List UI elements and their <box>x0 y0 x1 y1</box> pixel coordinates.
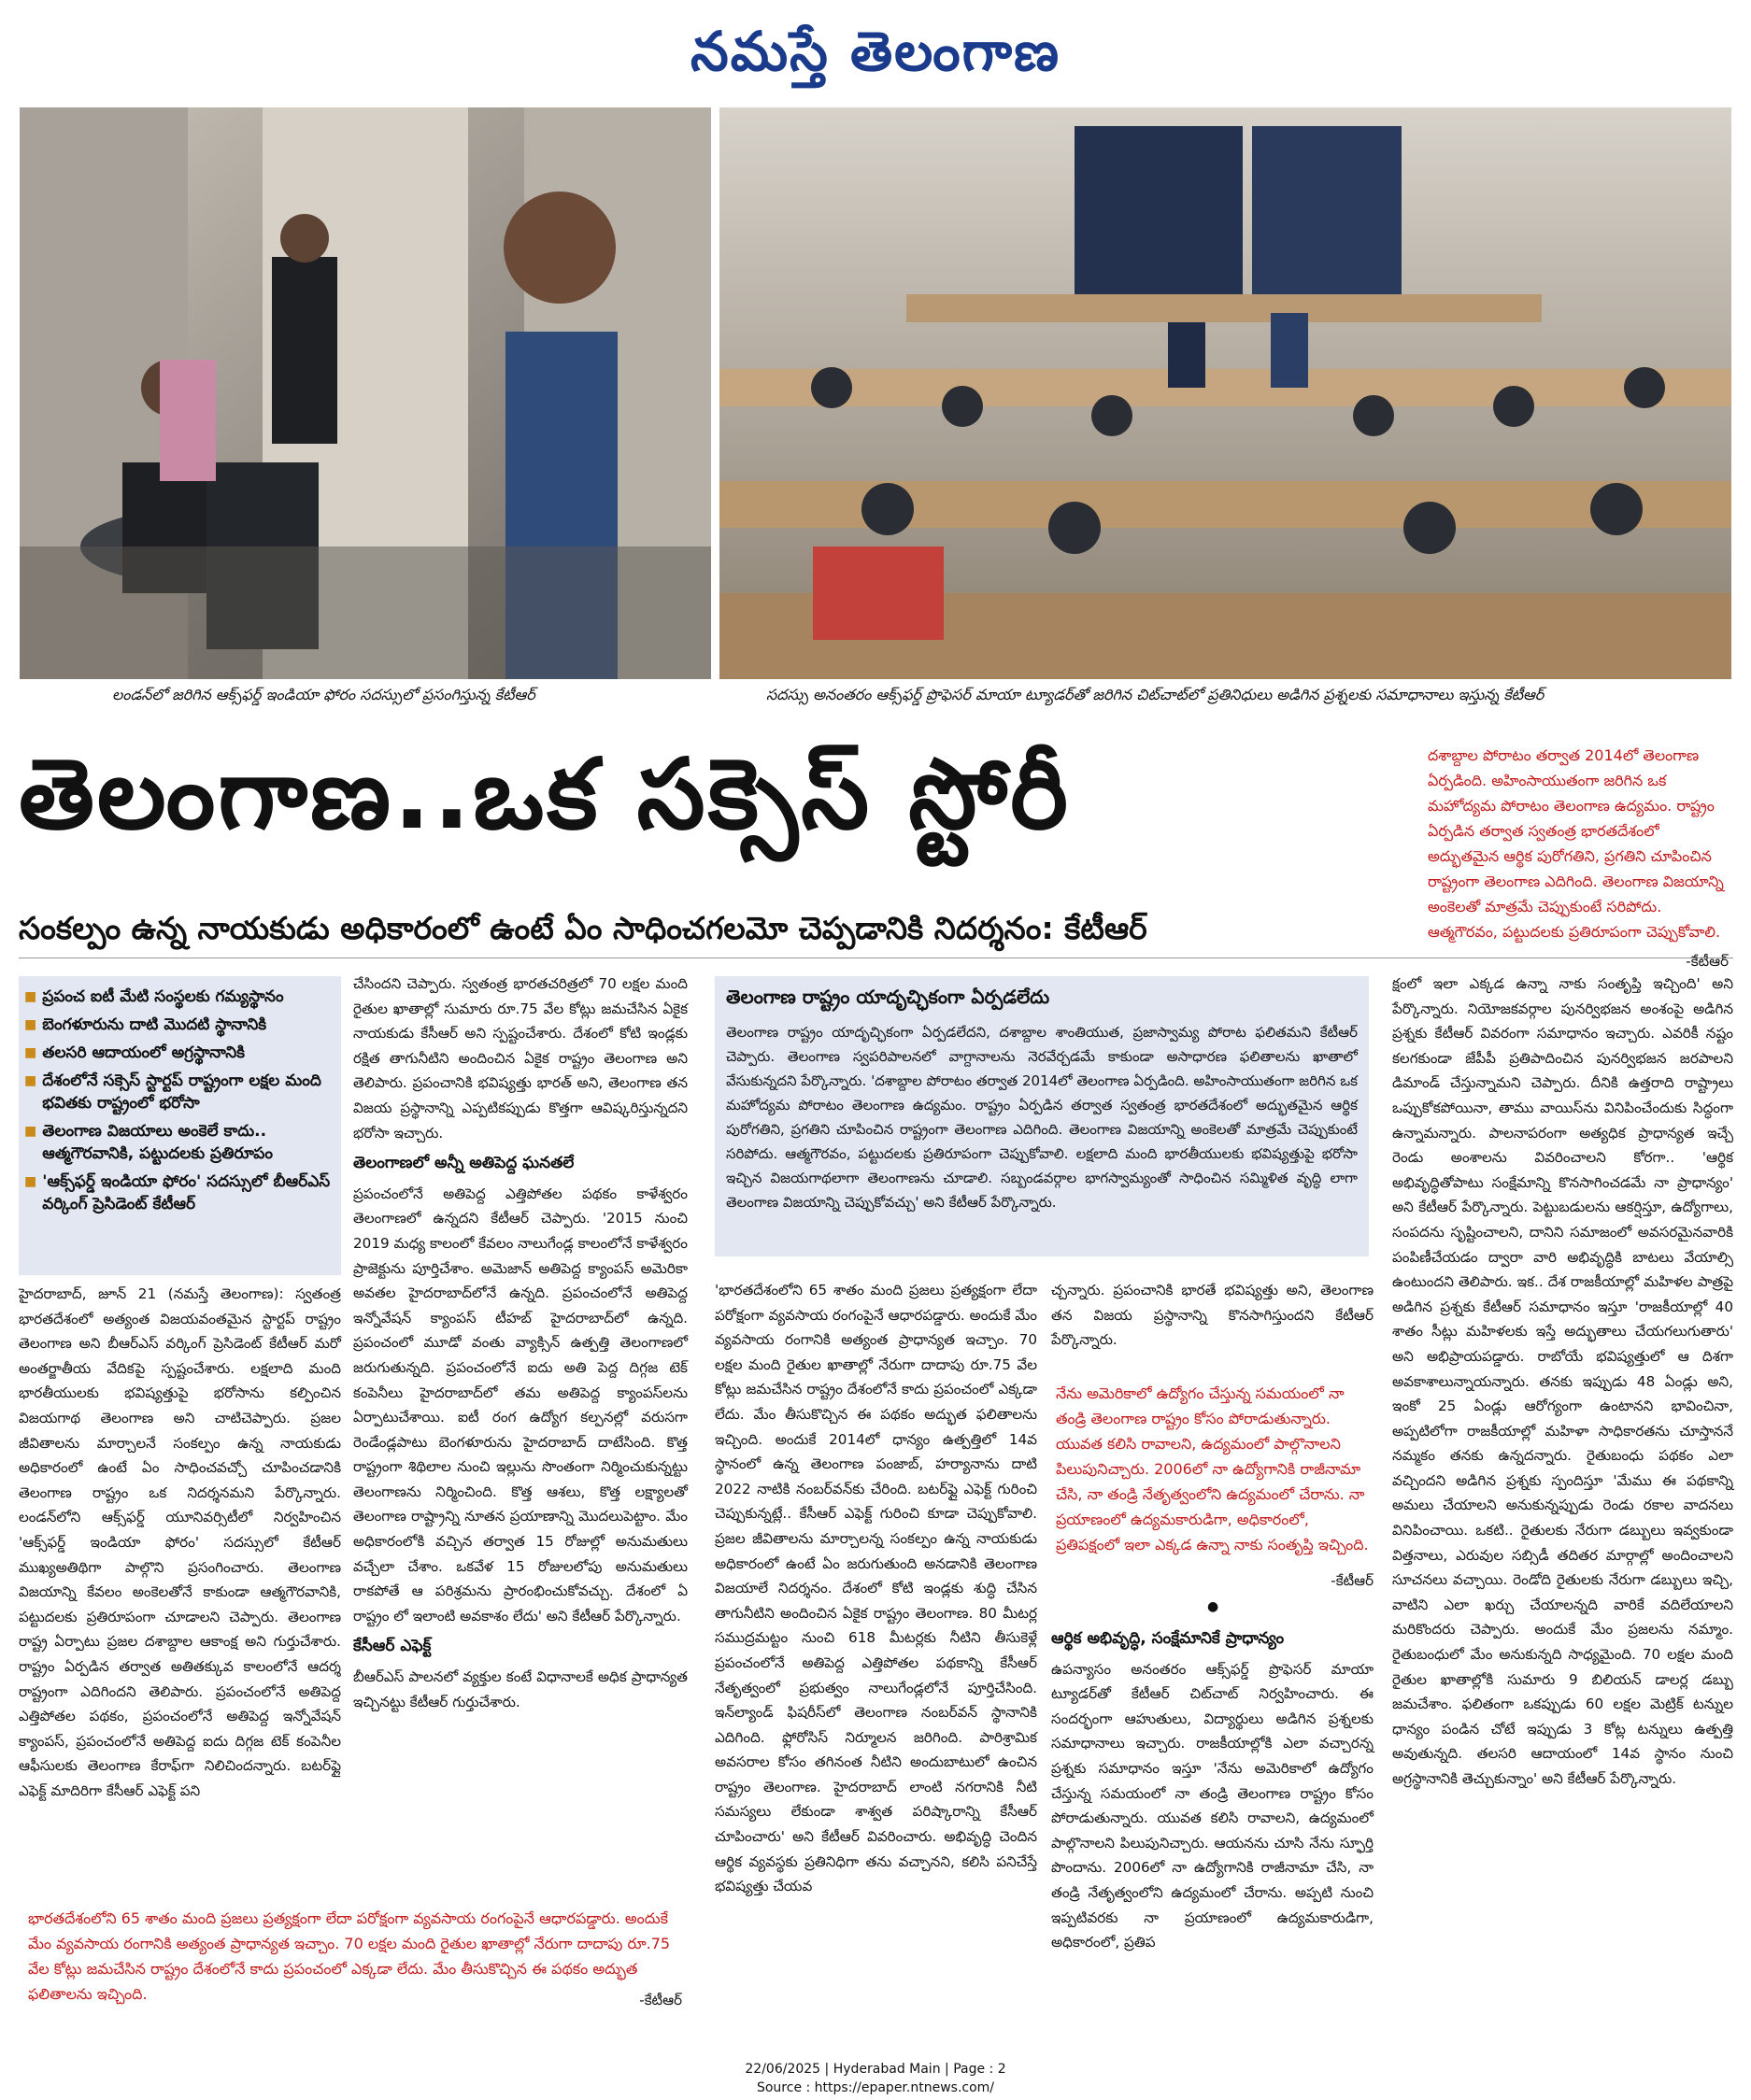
quote-center <box>1056 1381 1374 1568</box>
bullet-icon: ■ <box>24 1045 37 1060</box>
boxed-story <box>715 976 1369 1256</box>
headline: తెలంగాణ..ఒక సక్సెస్ స్టోరీ <box>19 737 1071 851</box>
quote-center-attribution: -కేటీఆర్ <box>1331 1572 1374 1589</box>
highlights-box <box>19 976 341 1275</box>
section-heading: తెలంగాణలో అన్నీ అతిపెద్ద ఘనతలే <box>353 1154 575 1173</box>
article-paragraph: ప్రపంచంలోనే అతిపెద్ద ఎత్తిపోతల పథకం కాళేశ్వరం తెలంగాణలో ఉన్నదని కేటీఆర్ చెప్పారు. '2015 నుంచి 2019 మధ్య కాలంలో కేవలం నాలుగేండ్ల కాలంలోనే కాళేశ్వరం ప్రాజెక్టును పూర్తిచేశాం. అమెజాన్ అతిపెద్ద క్యాంపస్ అమెరికా అవతల హైదరాబాద్‌లోనే ఉన్నది. ప్రపంచంలోనే అతిపెద్ద ఇన్నోవేషన్ క్యాంపస్ టీహబ్ హైదరాబాద్‌లో ఉన్నది. ప్రపంచంలో మూడో వంతు వ్యాక్సిన్ ఉత్పత్తి తెలంగాణలో జరుగుతున్నది. ప్రపంచంలోనే ఐదు అతి పెద్ద దిగ్గజ టెక్ కంపెనీలు హైదరాబాద్‌లో తమ అతిపెద్ద క్యాంపస్‌లను ఏర్పాటుచేశాయి. ఐటీ రంగ ఉద్యోగ కల్పనల్లో వరుసగా రెండేండ్లపాటు బెంగళూరును హైదరాబాద్ దాటేసింది. కొత్త రాష్ట్రంగా శిథిలాల నుంచి ఇల్లును సొంతంగా నిర్మించుకున్నట్టు తెలంగాణను నిర్మించింది. కొత్త ఆశలు, కొత్త లక్ష్యాలతో తెలంగాణ రాష్ట్రాన్ని నూతన ప్రయాణాన్ని మొదలుపెట్టాం. మేం అధికారంలోకి వచ్చిన తర్వాత 15 రోజుల్లో అనుమతులు వచ్చేలా చేశాం. ఒకవేళ 15 రోజులలోపు అనుమతులు రాకపోతే ఆ పరిశ్రమను ప్రారంభించుకోవచ్చు. దేశంలో ఏ రాష్ట్రం లో ఇలాంటి అవకాశం లేదు' అని కేటీఆర్ పేర్కొన్నారు. <box>353 1185 688 1625</box>
article-paragraph: 'భారతదేశంలోని 65 శాతం మంది ప్రజలు ప్రత్యక్షంగా లేదా పరోక్షంగా వ్యవసాయ రంగంపైనే ఆధారపడ్డారు. అందుకే మేం వ్యవసాయ రంగానికి అత్యంత ప్రాధాన్యత ఇచ్చాం. 70 లక్షల మంది రైతుల ఖాతాల్లో నేరుగా దాదాపు రూ.75 వేల కోట్లు జమచేసిన రాష్ట్రం దేశంలోనే కాదు ప్రపంచంలో ఎక్కడా లేదు. మేం తీసుకొచ్చిన ఈ పథకం అద్భుత ఫలితాలను ఇచ్చింది. అందుకే 2014లో ధాన్యం ఉత్పత్తిలో 14వ స్థానంలో ఉన్న తెలంగాణ పంజాబ్, హర్యానాను దాటి 2022 నాటికి నంబర్‌వన్‌కు చేరింది. బటర్‌ఫ్లై ఎఫెక్ట్ గురించి చెప్పుకున్నట్లే.. కేసీఆర్ ఎఫెక్ట్ గురించి కూడా చెప్పుకోవాలి. ప్రజల జీవితాలను మార్చాలన్న సంకల్పం ఉన్న నాయకుడు అధికారంలో ఉంటే ఏం జరుగుతుంది అనడానికి తెలంగాణ విజయాలే నిదర్శనం. దేశంలో కోటి ఇండ్లకు శుద్ధి చేసిన తాగునీటిని అందించిన ఏకైక రాష్ట్రం తెలంగాణ. 80 మీటర్ల సముద్రమట్టం నుంచి 618 మీటర్లకు నీటిని తీసుకెళ్లే ప్రపంచంలోనే అతిపెద్ద ఎత్తిపోతల పథకాన్ని కేసీఆర్ నేతృత్వంలో ప్రభుత్వం నాలుగేండ్లలోనే పూర్తిచేసింది. ఇన్‌ల్యాండ్ ఫిషరీస్‌లో తెలంగాణ నంబర్‌వన్ స్థానానికి ఎదిగింది. ఫ్లోరోసిస్ నిర్మూలన జరిగింది. పారిశ్రామిక అవసరాల కోసం తగినంత నీటిని అందుబాటులో ఉంచిన రాష్ట్రం తెలంగాణ. హైదరాబాద్ లాంటి నగరానికి నీటి సమస్యలు లేకుండా శాశ్వత పరిష్కారాన్ని కేసీఆర్ చూపించారు' అని కేటీఆర్ వివరించారు. అభివృద్ధి చెందిన ఆర్థిక వ్యవస్థకు ప్రతినిధిగా తను వచ్చానని, కలిసి పనిచేస్తే భవిష్యత్తు చేయవ <box>715 1282 1037 1895</box>
article-paragraph: చ్చన్నారు. ప్రపంచానికి భారతే భవిష్యత్తు అని, తెలంగాణ తన విజయ ప్రస్థానాన్ని కొనసాగిస్తుందని కేటీఆర్ పేర్కొన్నారు. <box>1051 1282 1374 1349</box>
photo-chitchat-audience-image <box>719 107 1731 679</box>
highlight-item: ■ ప్రపంచ ఐటీ మేటి సంస్థలకు గమ్యస్థానం <box>24 987 284 1006</box>
article-column-3 <box>715 1278 1037 2053</box>
article-column-1 <box>19 1282 341 1903</box>
article-column-4-continued <box>1051 1621 1374 2055</box>
article-column-2 <box>353 972 688 1906</box>
quote-center-text: నేను అమెరికాలో ఉద్యోగం చేస్తున్న సమయంలో నా తండ్రి తెలంగాణ రాష్ట్రం కోసం పోరాడుతున్నారు. యువత కలిసి రావాలని, ఉద్యమంలో పాల్గొనాలని పిలుపునిచ్చారు. 2006లో నా ఉద్యోగానికి రాజీనామా చేసి, నా తండ్రి నేతృత్వంలోని ఉద్యమంలో చేరాను. నా ప్రయాణంలో ఉద్యమకారుడిగా, అధికారంలో, ప్రతిపక్షంలో ఇలా ఎక్కడ ఉన్నా నాకు సంతృప్తి ఇచ్చింది. <box>1056 1384 1369 1554</box>
bullet-icon: ■ <box>24 1124 37 1139</box>
bullet-icon: ■ <box>24 989 37 1004</box>
quote-top-right-text: దశాబ్దాల పోరాటం తర్వాత 2014లో తెలంగాణ ఏర్పడింది. అహింసాయుతంగా జరిగిన ఒక మహోద్యమ పోరాటం తెలంగాణ ఉద్యమం. రాష్ట్రం ఏర్పడిన తర్వాత స్వతంత్ర భారతదేశంలో అద్భుతమైన ఆర్థిక పురోగతిని, ప్రగతిని చూపించిన రాష్ట్రంగా తెలంగాణ ఎదిగింది. తెలంగాణ విజయాన్ని అంకెలతో మాత్రమే చెప్పుకుంటే సరిపోదు. ఆత్మగౌరవం, పట్టుదలకు ప్రతిరూపంగా చెప్పుకోవాలి. <box>1428 746 1724 941</box>
boxed-story-text: తెలంగాణ రాష్ట్రం యాదృచ్ఛికంగా ఏర్పడలేదని, దశాబ్దాల శాంతియుత, ప్రజాస్వామ్య పోరాట ఫలితమని కేటీఆర్ చెప్పారు. తెలంగాణ స్వపరిపాలనలో వాగ్దానాలను నెరవేర్చడమే కాకుండా అసాధారణ ఫలితాలను ఖాతాలో వేసుకున్నదని పేర్కొన్నారు. 'దశాబ్దాల పోరాటం తర్వాత 2014లో తెలంగాణ ఏర్పడింది. అహింసాయుతంగా జరిగిన ఒక మహోద్యమ పోరాటం తెలంగాణ ఉద్యమం. రాష్ట్రం ఏర్పడిన తర్వాత స్వతంత్ర భారతదేశంలో అద్భుతమైన ఆర్థిక పురోగతిని, ప్రగతిని చూపించిన రాష్ట్రంగా తెలంగాణ ఎదిగింది. తెలంగాణ విజయాన్ని అంకెలతో మాత్రమే చెప్పుకుంటే సరిపోదు. ఆత్మగౌరవం, పట్టుదలకు ప్రతిరూపంగా చెప్పుకోవాలి. లక్షలాది మంది భారతీయులకు భవిష్యత్తుపై భరోసా ఇచ్చిన విజయగాథలాగా తెలంగాణను చూడాలి. సబ్బండవర్గాల భాగస్వామ్యంతో సాధించిన సమ్మిళిత వృద్ధి లాగా తెలంగాణ విజయాన్ని చెప్పుకోవచ్చు' అని కేటీఆర్ పేర్కొన్నారు. <box>726 1024 1358 1211</box>
masthead: నమస్తే తెలంగాణ <box>690 20 1061 83</box>
section-heading: కేసీఆర్ ఎఫెక్ట్ <box>353 1637 432 1656</box>
article-paragraph: హైదరాబాద్, జూన్ 21 (నమస్తే తెలంగాణ): స్వతంత్ర భారతదేశంలో అత్యంత విజయవంతమైన స్టార్టప్ రాష్ట్రం తెలంగాణ అని బీఆర్ఎస్ వర్కింగ్ ప్రెసిడెంట్ కేటీఆర్ మరో అంతర్జాతీయ వేదికపై స్పష్టంచేశారు. లక్షలాది మంది భారతీయులకు భవిష్యత్తుపై భరోసాను కల్పించిన విజయగాథ తెలంగాణ అని చాటిచెప్పారు. ప్రజల జీవితాలను మార్చాలనే సంకల్పం ఉన్న నాయకుడు అధికారంలో ఉంటే ఏం సాధించవచ్చో చూపించడానికి తెలంగాణ రాష్ట్రం ఒక నిదర్శనమని పేర్కొన్నారు. లండన్‌లోని ఆక్స్‌ఫర్డ్ యూనివర్సిటీలో నిర్వహించిన 'ఆక్స్‌ఫర్డ్ ఇండియా ఫోరం' సదస్సులో కేటీఆర్ ముఖ్యఅతిథిగా పాల్గొని ప్రసంగించారు. తెలంగాణ విజయాన్ని కేవలం అంకెలతోనే కాకుండా ఆత్మగౌరవానికి, పట్టుదలకు ప్రతిరూపంగా చూడాలని చెప్పారు. తెలంగాణ రాష్ట్ర ఏర్పాటు ప్రజల దశాబ్దాల ఆకాంక్ష అని గుర్తుచేశారు. రాష్ట్రం ఏర్పడిన తర్వాత అతితక్కువ కాలంలోనే ఆదర్శ రాష్ట్రంగా ఎదిగిందని తెలిపారు. ప్రపంచంలోనే అతిపెద్ద ఎత్తిపోతల పథకం, ప్రపంచంలోనే అతిపెద్ద ఇన్నోవేషన్ క్యాంపస్, ప్రపంచంలోనే అతిపెద్ద ఐదు దిగ్గజ టెక్ కంపెనీల ఆఫీసులకు తెలంగాణ కేరాఫ్‌గా నిలిచిందన్నారు. బటర్‌ఫ్లై ఎఫెక్ట్ మాదిరిగా కేసీఆర్ ఎఫెక్ట్ పని <box>19 1285 341 1799</box>
bullet-icon: ■ <box>24 1017 37 1032</box>
photo-ktr-speaking-image <box>20 107 711 679</box>
highlight-item: ■ తలసరి ఆదాయంలో అగ్రస్థానానికి <box>24 1043 246 1062</box>
bullet-icon: ■ <box>24 1174 37 1189</box>
highlight-item: ■ బెంగళూరును దాటి మొదటి స్థానానికి <box>24 1015 267 1034</box>
subheadline: సంకల్పం ఉన్న నాయకుడు అధికారంలో ఉంటే ఏం సాధించగలమో చెప్పడానికి నిదర్శనం: కేటీఆర్ <box>19 910 1147 946</box>
article-paragraph: ఉపన్యాసం అనంతరం ఆక్స్‌ఫర్డ్ ప్రొఫెసర్ మాయా ట్యూడర్‌తో కేటీఆర్ చిట్‌చాట్ నిర్వహించారు. ఈ సందర్భంగా ఆహుతులు, విద్యార్థులు అడిగిన ప్రశ్నలకు సమాధానాలు ఇచ్చారు. రాజకీయాల్లోకి ఎలా వచ్చారన్న ప్రశ్నకు సమాధానం ఇస్తూ 'నేను అమెరికాలో ఉద్యోగం చేస్తున్న సమయంలో నా తండ్రి తెలంగాణ రాష్ట్రం కోసం పోరాడుతున్నారు. యువత కలిసి రావాలని, ఉద్యమంలో పాల్గొనాలని పిలుపునిచ్చారు. ఆయనను చూసి నేను స్ఫూర్తి పొందాను. 2006లో నా ఉద్యోగానికి రాజీనామా చేసి, నా తండ్రి నేతృత్వంలోని ఉద్యమంలో చేరాను. అప్పటి నుంచి ఇప్పటివరకు నా ప్రయాణంలో ఉద్యమకారుడిగా, అధికారంలో, ప్రతిప <box>1051 1660 1374 1951</box>
photo-ktr-speaking <box>20 107 711 679</box>
article-column-4 <box>1051 1278 1374 1381</box>
highlight-item: ■ దేశంలోనే సక్సెస్ స్టార్టప్ రాష్ట్రంగా లక్షల మంది భవితకు రాష్ట్రంలో భరోసా <box>24 1071 321 1113</box>
photo-caption-right: సదస్సు అనంతరం ఆక్స్‌ఫర్డ్ ప్రొఫెసర్ మాయా ట్యూడర్‌తో జరిగిన చిట్‌చాట్‌లో ప్రతినిధులు అడిగిన ప్రశ్నలకు సమాధానాలు ఇస్తున్న కేటీఆర్ <box>766 686 1545 703</box>
quote-top-right-attribution: -కేటీఆర్ <box>1686 953 1729 970</box>
photo-caption-left: లండన్‌లో జరిగిన ఆక్స్‌ఫర్డ్ ఇండియా ఫోరం సదస్సులో ప్రసంగిస్తున్న కేటీఆర్ <box>112 686 535 703</box>
quote-bottom-left-text: భారతదేశంలోని 65 శాతం మంది ప్రజలు ప్రత్యక్షంగా లేదా పరోక్షంగా వ్యవసాయ రంగంపైనే ఆధారపడ్డారు. అందుకే మేం వ్యవసాయ రంగానికి అత్యంత ప్రాధాన్యత ఇచ్చాం. 70 లక్షల మంది రైతుల ఖాతాల్లో నేరుగా దాదాపు రూ.75 వేల కోట్లు జమచేసిన రాష్ట్రం దేశంలోనే కాదు ప్రపంచంలో ఎక్కడా లేదు. మేం తీసుకొచ్చిన ఈ పథకం అద్భుత ఫలితాలను ఇచ్చింది. <box>28 1909 671 2003</box>
highlight-item: ■ తెలంగాణ విజయాలు అంకెలే కాదు.. ఆత్మగౌరవానికి, పట్టుదలకు ప్రతిరూపం <box>24 1122 273 1163</box>
article-paragraph: చేసిందని చెప్పారు. స్వతంత్ర భారతచరిత్రలో 70 లక్షల మంది రైతుల ఖాతాల్లో సుమారు రూ.75 వేల కోట్లు జమచేసిన ఏకైక నాయకుడు కేసీఆర్ అని స్పష్టంచేశారు. దేశంలో కోటి ఇండ్లకు రక్షిత తాగునీటిని అందించిన ఏకైక రాష్ట్రం తెలంగాణ అని తెలిపారు. ప్రపంచానికి భవిష్యత్తు భారత్ అని, తెలంగాణ తన విజయ ప్రస్థానాన్ని ఎప్పటికప్పుడు కొత్తగా ఆవిష్కరిస్తున్నదని భరోసా ఇచ్చారు. <box>353 975 688 1142</box>
highlight-item: ■ 'ఆక్స్‌ఫర్డ్ ఇండియా ఫోరం' సదస్సులో బీఆర్ఎస్ వర్కింగ్ ప్రెసిడెంట్ కేటీఆర్ <box>24 1172 331 1213</box>
section-heading: ఆర్థిక అభివృద్ధి, సంక్షేమానికే ప్రాధాన్యం <box>1051 1629 1285 1648</box>
photo-chitchat-audience <box>719 107 1731 679</box>
article-paragraph: బీఆర్ఎస్ పాలనలో వ్యక్తుల కంటే విధానాలకే అధిక ప్రాధాన్యత ఇచ్చినట్టు కేటీఆర్ గుర్తుచేశారు. <box>353 1668 688 1710</box>
article-paragraph: క్షంలో ఇలా ఎక్కడ ఉన్నా నాకు సంతృప్తి ఇచ్చింది' అని పేర్కొన్నారు. నియోజకవర్గాల పునర్విభజన అంశంపై అడిగిన ప్రశ్నకు కేటీఆర్ వివరంగా సమాధానం ఇచ్చారు. ఎవరికీ నష్టం కలగకుండా జేపీపీ ప్రతిపాదించిన పునర్విభజన జరపాలని డిమాండ్ చేస్తున్నామని చెప్పారు. దీనికి ఉత్తరాది రాష్ట్రాలు ఒప్పుకోకపోయినా, తాము వాయిస్‌ను వినిపించేందుకు సిద్ధంగా ఉన్నామన్నారు. పాలనాపరంగా అత్యధిక ప్రాధాన్యత ఇచ్చే రెండు అంశాలను వివరించాలని కోరగా.. 'ఆర్థిక అభివృద్ధితోపాటు సంక్షేమాన్ని కొనసాగించడమే నా ప్రాధాన్యం' అని కేటీఆర్ పేర్కొన్నారు. పెట్టుబడులను ఆకర్షిస్తూ, ఉద్యోగాలు, సంపదను సృష్టించాలని, దానిని సమాజంలో అవసరమైనవారికి పంపిణీచేయడం ద్వారా వారి అభివృద్ధికి బాటలు వేయాల్సి ఉంటుందని తెలిపారు. ఇక.. దేశ రాజకీయాల్లో మహిళల పాత్రపై అడిగిన ప్రశ్నకు కేటీఆర్ సమాధానం ఇస్తూ 'రాజకీయాల్లో 40 శాతం సీట్లు మహిళలకు ఇస్తే అద్భుతాలు చేయగలుగుతారు' అని అభిప్రాయపడ్డారు. రాబోయే భవిష్యత్తులో ఆ దిశగా అవకాశాలున్నాయన్నారు. తనకు ఇప్పుడు 48 ఏండ్లు అని, ఇంకో 25 ఏండ్లు ఆరోగ్యంగా ఉంటానని భావించినా, అప్పటిలోగా రాజకీయాల్లో మహిళా సాధికారతను చూస్తాననే నమ్మకం తనకు ఉన్నదన్నారు. రైతుబంధు పథకం ఎలా వచ్చిందని అడిగిన ప్రశ్నకు స్పందిస్తూ 'మేము ఈ పథకాన్ని అమలు చేయాలని అనుకున్నప్పుడు రెండు రకాల వాదనలు వినిపించాయి. ఒకటి.. రైతులకు నేరుగా డబ్బులు ఇవ్వకుండా విత్తనాలు, ఎరువుల సబ్సిడీ తదితర మార్గాల్లో అందించాలని సూచనలు వచ్చాయి. రెండోది రైతులకు నేరుగా డబ్బులు ఇచ్చి, వాటిని ఎలా ఖర్చు చేయాలన్నది వారికే వదిలేయాలని మరికొందరు చెప్పారు. అందుకే మేం ప్రజలను నమ్మాం. రైతుబంధులో మేం అనుకున్నది సాధ్యమైంది. 70 లక్షల మంది రైతుల ఖాతాల్లోకి సుమారు 9 బిలియన్ డాలర్ల డబ్బు జమచేశాం. ఫలితంగా ఒకప్పుడు 60 లక్షల మెట్రిక్ టన్నుల ధాన్యం పండిన చోటే ఇప్పుడు 3 కోట్ల టన్నులు ఉత్పత్తి అవుతున్నది. తలసరి ఆదాయంలో 14వ స్థానం నుంచి అగ్రస్థానానికి తెచ్చుకున్నాం' అని కేటీఆర్ పేర్కొన్నారు. <box>1392 975 1733 1787</box>
footer-info: 22/06/2025 | Hyderabad Main | Page : 2 <box>745 2062 1006 2077</box>
bullet-icon: ■ <box>24 1073 37 1088</box>
boxed-story-heading: తెలంగాణ రాష్ట్రం యాదృచ్ఛికంగా ఏర్పడలేదు <box>726 986 1050 1008</box>
quote-top-right <box>1428 743 1734 948</box>
article-column-5 <box>1392 972 1733 2055</box>
footer-source: Source : https://epaper.ntnews.com/ <box>756 2080 995 2095</box>
quote-bottom-left-attribution: -కేటీఆర్ <box>639 1992 682 2008</box>
separator-dot-icon: ● <box>1207 1599 1219 1614</box>
